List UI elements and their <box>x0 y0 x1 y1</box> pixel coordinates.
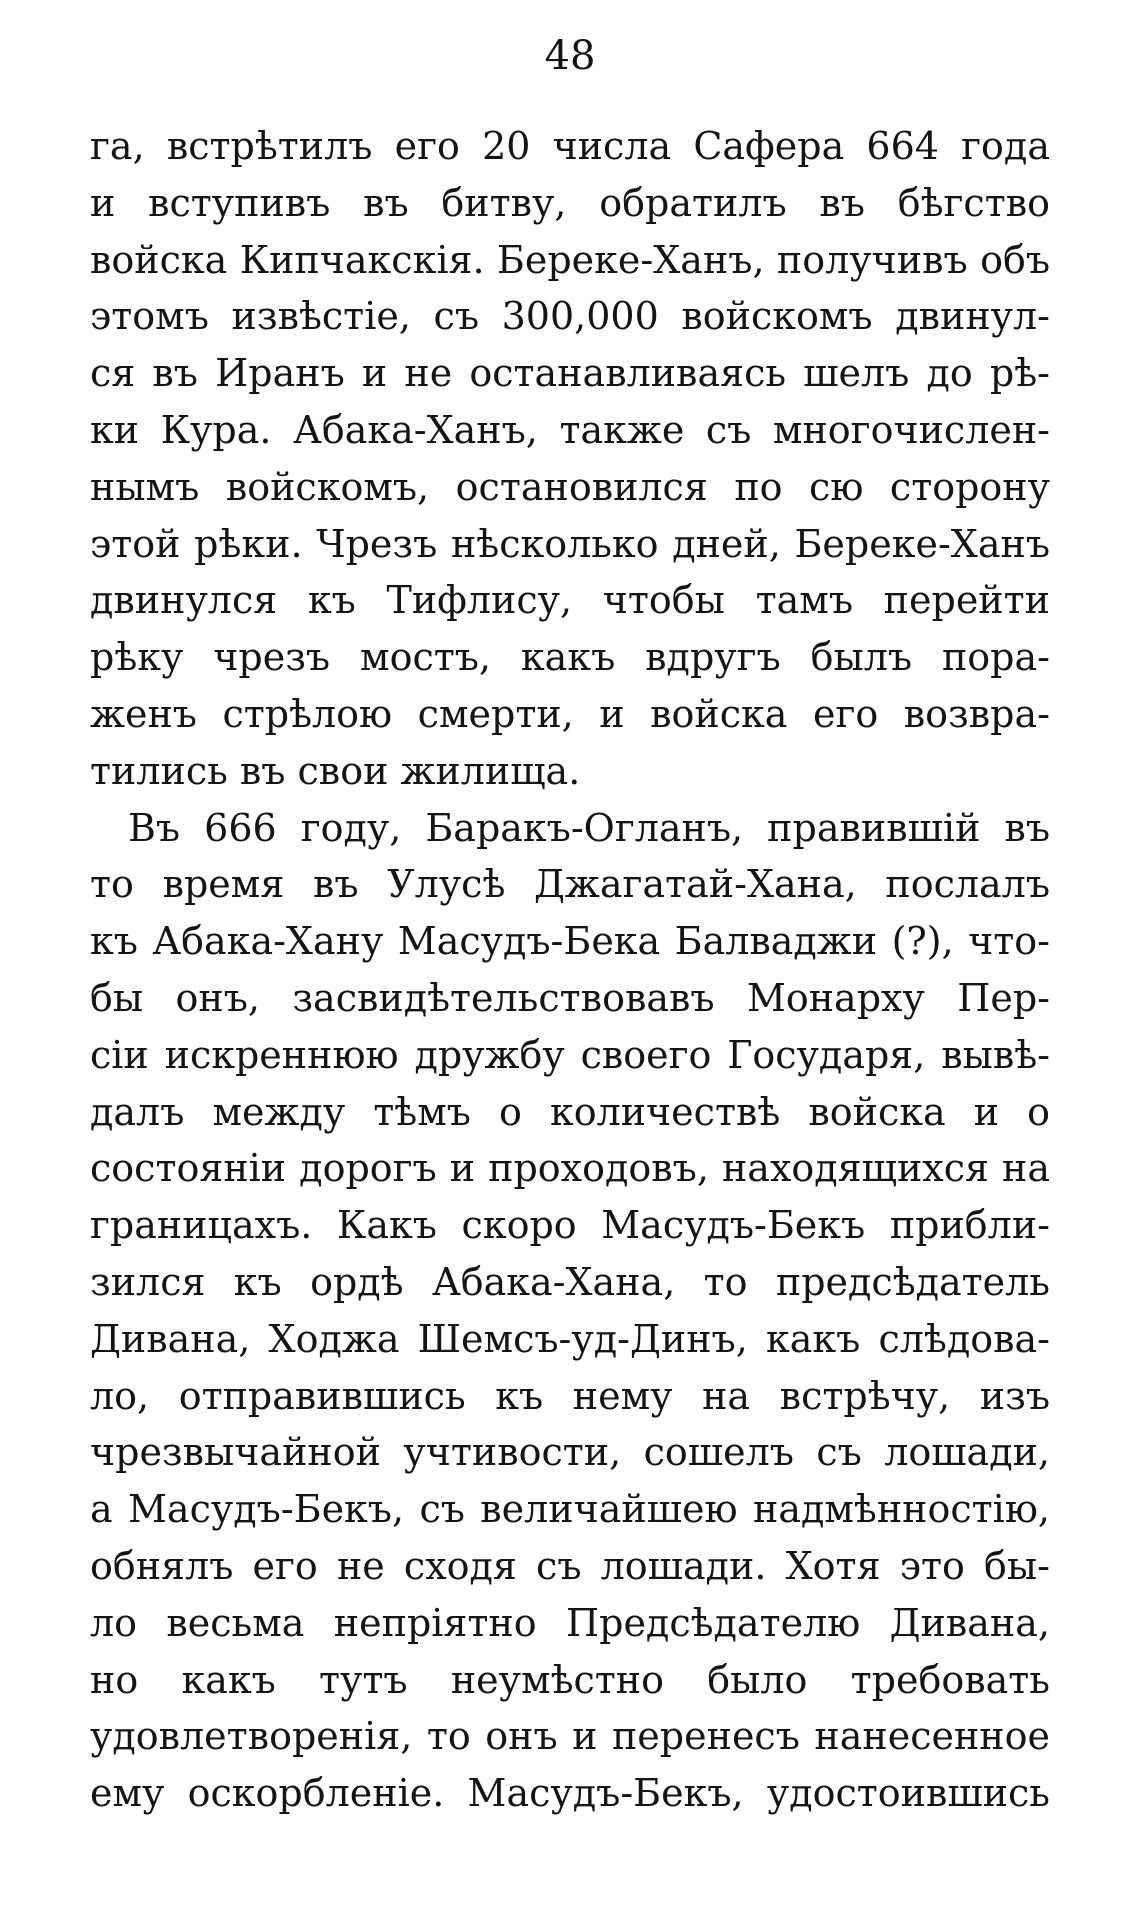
text-line: войска Кипчакскія. Береке-Ханъ, получивъ объ <box>90 237 1050 282</box>
text-line: ки Кура. Абака-Ханъ, также съ многочислен- <box>90 407 1050 452</box>
text-line: двинулся къ Тифлису, чтобы тамъ перейти <box>90 578 1050 623</box>
paragraph-end-line: тились въ свои жилища. <box>90 748 581 793</box>
page-number: 48 <box>544 33 596 79</box>
text-line: далъ между тѣмъ о количествѣ войска и о <box>90 1089 1050 1134</box>
text-line: ло весьма непріятно Предсѣдателю Дивана, <box>90 1600 1050 1645</box>
text-line: но какъ тутъ неумѣстно было требовать <box>90 1657 1050 1702</box>
body-text <box>90 118 1050 1822</box>
text-line: а Масудъ-Бекъ, съ величайшею надмѣнностію, <box>90 1487 1050 1532</box>
text-line: Дивана, Ходжа Шемсъ-уд-Динъ, какъ слѣдова- <box>90 1316 1050 1361</box>
text-line: и вступивъ въ битву, обратилъ въ бѣгство <box>90 180 1050 225</box>
text-line: га, встрѣтилъ его 20 числа Сафера 664 года <box>90 124 1050 168</box>
text-line: ему оскорбленіе. Масудъ-Бекъ, удостоившись <box>90 1771 1050 1816</box>
text-line: зился къ ордѣ Абака-Хана, то предсѣдатель <box>90 1259 1050 1304</box>
text-line: состояніи дорогъ и проходовъ, находящихся на <box>90 1146 1050 1191</box>
text-line: то время въ Улусѣ Джагатай-Хана, послалъ <box>90 862 1050 907</box>
text-line: ся въ Иранъ и не останавливаясь шелъ до рѣ- <box>90 351 1050 396</box>
text-line: женъ стрѣлою смерти, и войска его возвра- <box>90 691 1050 736</box>
text-line: нымъ войскомъ, остановился по сю сторону <box>90 464 1050 509</box>
text-line: этомъ извѣстіе, съ 300,000 войскомъ двинул- <box>90 294 1050 339</box>
text-line: къ Абака-Хану Масудъ-Бека Балваджи (?), что- <box>90 919 1050 964</box>
text-line: границахъ. Какъ скоро Масудъ-Бекъ прибли- <box>90 1203 1050 1248</box>
paragraph-start-line: Въ 666 году, Баракъ-Огланъ, правившій въ <box>128 805 1050 850</box>
text-line: рѣку чрезъ мостъ, какъ вдругъ былъ пора- <box>90 635 1050 680</box>
text-line: сіи искреннюю дружбу своего Государя, вывѣ- <box>90 1032 1050 1077</box>
text-line: удовлетворенія, то онъ и перенесъ нанесенное <box>90 1714 1050 1759</box>
text-line: ло, отправившись къ нему на встрѣчу, изъ <box>90 1373 1050 1418</box>
text-line: чрезвычайной учтивости, сошелъ съ лошади, <box>90 1430 1050 1475</box>
text-line: этой рѣки. Чрезъ нѣсколько дней, Береке-Ханъ <box>90 521 1050 566</box>
text-line: бы онъ, засвидѣтельствовавъ Монарху Пер- <box>90 975 1050 1020</box>
text-line: обнялъ его не сходя съ лошади. Хотя это бы- <box>90 1543 1050 1588</box>
